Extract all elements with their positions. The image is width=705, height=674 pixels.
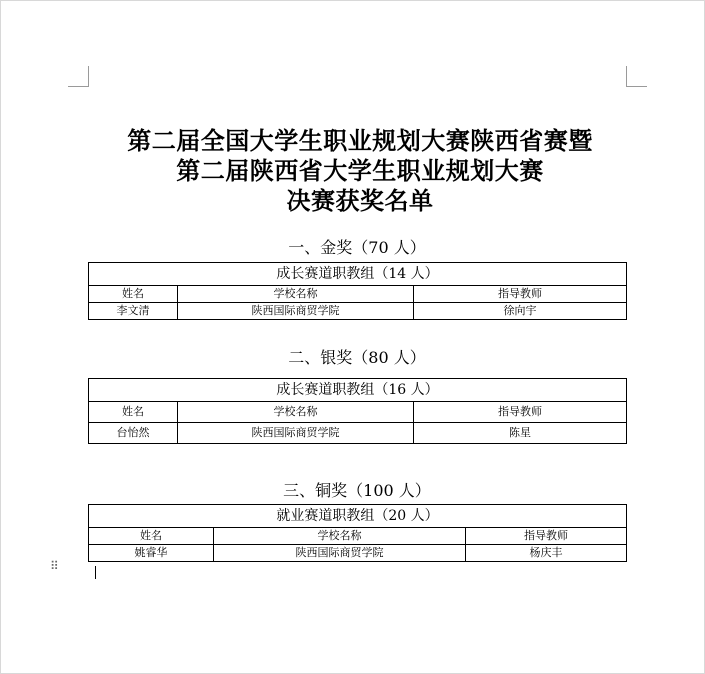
bronze-award-heading: 三、铜奖（100 人） — [283, 481, 431, 500]
table-header-row — [89, 402, 627, 423]
gold-award-heading: 一、金奖（70 人） — [288, 238, 426, 257]
header-instructor: 指导教师 — [466, 528, 627, 545]
header-name: 姓名 — [89, 528, 214, 545]
table-row — [89, 303, 627, 320]
text-cursor — [95, 566, 96, 579]
cell-instructor[interactable]: 徐向宇 — [414, 303, 627, 320]
bronze-award-table — [88, 504, 627, 562]
silver-award-table — [88, 378, 627, 444]
table-group-row — [89, 263, 627, 286]
gold-award-table — [88, 262, 627, 320]
cell-name[interactable]: 台怡然 — [89, 423, 178, 444]
header-instructor: 指导教师 — [414, 402, 627, 423]
cell-instructor[interactable]: 杨庆丰 — [466, 545, 627, 562]
table-row — [89, 423, 627, 444]
header-school: 学校名称 — [178, 286, 414, 303]
title-line-1: 第二届全国大学生职业规划大赛陕西省赛暨 — [127, 126, 593, 155]
group-title: 成长赛道职教组（16 人） — [89, 379, 627, 402]
group-title: 就业赛道职教组（20 人） — [89, 505, 627, 528]
silver-award-heading: 二、银奖（80 人） — [288, 348, 426, 367]
header-instructor: 指导教师 — [414, 286, 627, 303]
cell-school[interactable]: 陕西国际商贸学院 — [178, 423, 414, 444]
header-school: 学校名称 — [214, 528, 466, 545]
table-header-row — [89, 286, 627, 303]
margin-corner-top-left — [68, 66, 89, 87]
cell-name[interactable]: 李文清 — [89, 303, 178, 320]
table-group-row — [89, 379, 627, 402]
table-header-row — [89, 528, 627, 545]
cell-school[interactable]: 陕西国际商贸学院 — [178, 303, 414, 320]
group-title: 成长赛道职教组（14 人） — [89, 263, 627, 286]
document-title — [60, 126, 660, 216]
header-name: 姓名 — [89, 402, 178, 423]
cell-name[interactable]: 姚睿华 — [89, 545, 214, 562]
drag-handle-icon[interactable]: ⠿ — [50, 559, 60, 573]
title-line-3: 决赛获奖名单 — [286, 186, 434, 215]
cell-instructor[interactable]: 陈星 — [414, 423, 627, 444]
margin-corner-top-right — [626, 66, 647, 87]
title-line-2: 第二届陕西省大学生职业规划大赛 — [176, 156, 544, 185]
table-group-row — [89, 505, 627, 528]
cell-school[interactable]: 陕西国际商贸学院 — [214, 545, 466, 562]
table-row — [89, 545, 627, 562]
header-name: 姓名 — [89, 286, 178, 303]
header-school: 学校名称 — [178, 402, 414, 423]
